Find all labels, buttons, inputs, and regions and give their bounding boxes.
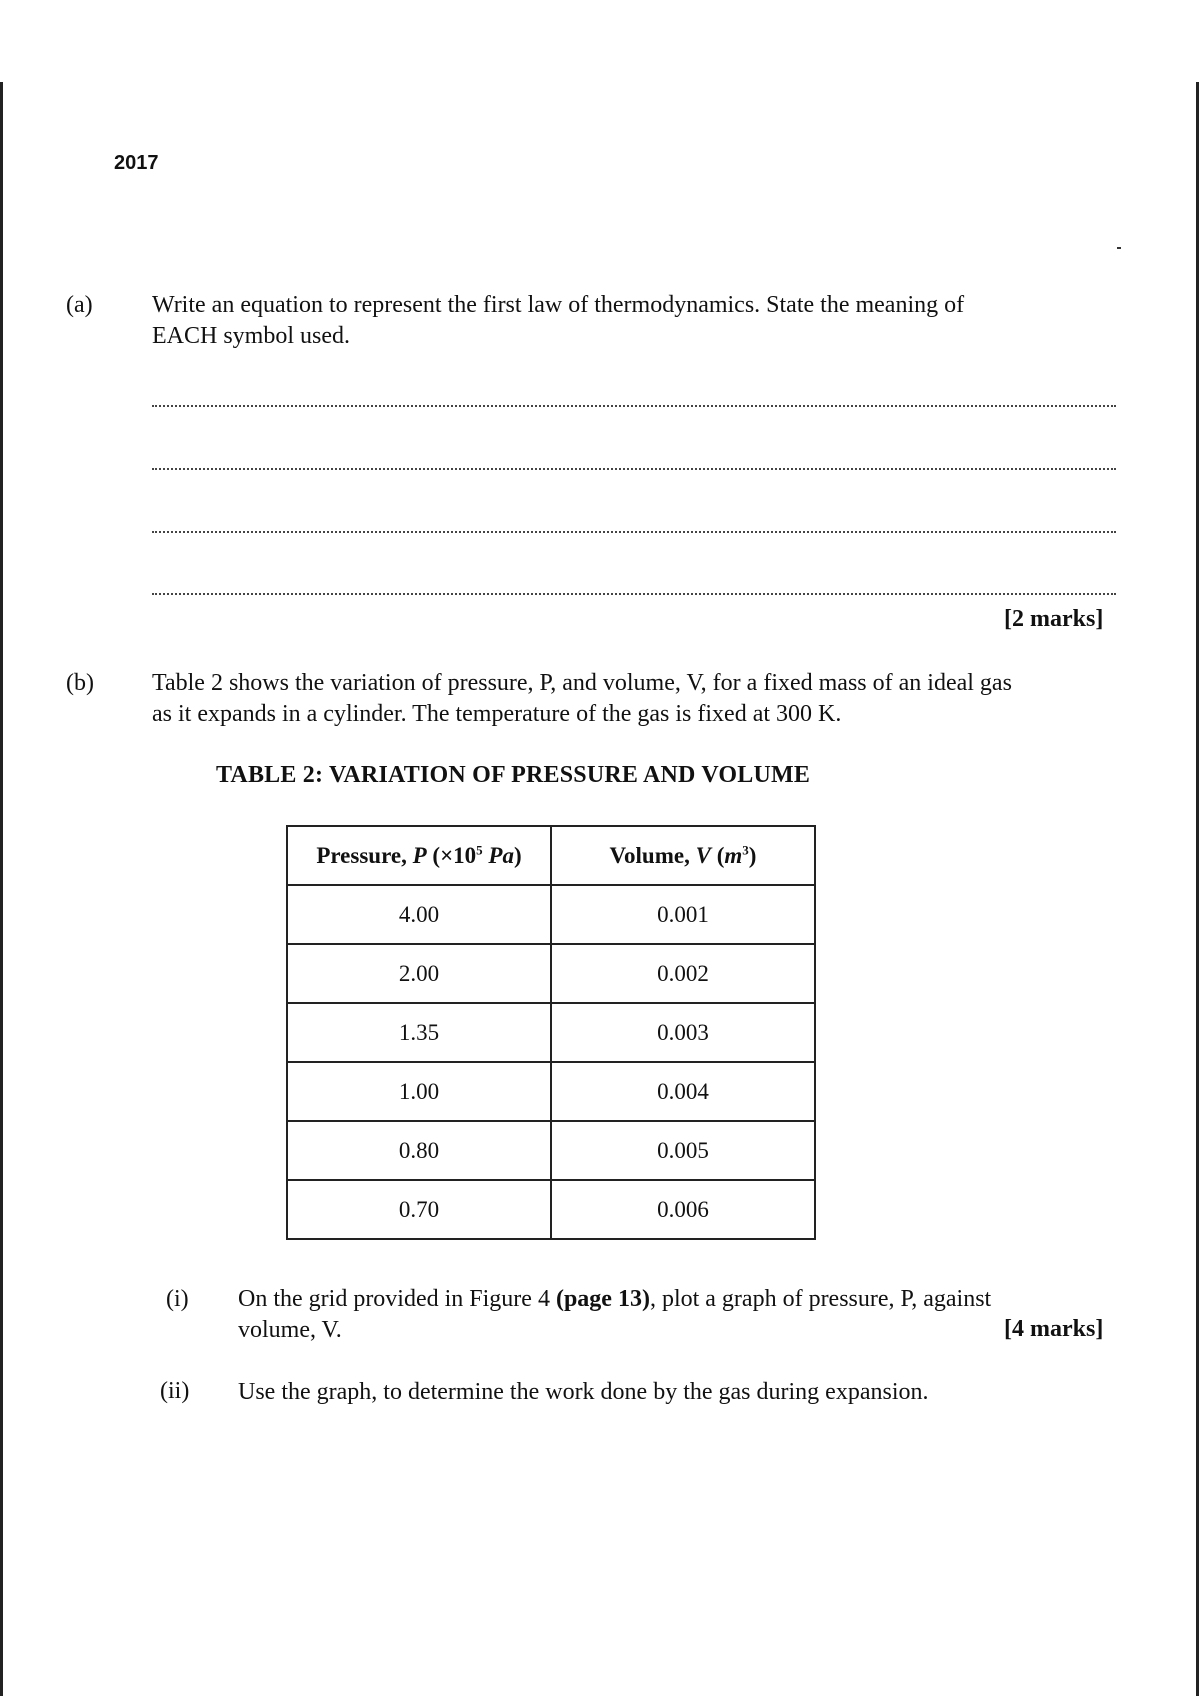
table-title: TABLE 2: VARIATION OF PRESSURE AND VOLUME — [216, 762, 811, 788]
answer-line-2[interactable] — [152, 468, 1116, 470]
table-row — [287, 1062, 815, 1121]
year-heading: 2017 — [114, 152, 159, 174]
volume-cell: 0.002 — [551, 944, 815, 1003]
table-row — [287, 1180, 815, 1239]
table-row — [287, 1003, 815, 1062]
sub-i-line-2: volume, V. — [238, 1317, 342, 1343]
pressure-cell: 4.00 — [287, 885, 551, 944]
sub-ii-label: (ii) — [160, 1378, 190, 1404]
table-row — [287, 944, 815, 1003]
part-b-label: (b) — [66, 670, 94, 696]
part-b-line-2: as it expands in a cylinder. The temperature of the gas is fixed at 300 K. — [152, 701, 842, 727]
pressure-cell: 2.00 — [287, 944, 551, 1003]
sub-i-text-before: On the grid provided in Figure 4 — [238, 1286, 556, 1312]
part-b-line-1: Table 2 shows the variation of pressure, P, and volume, V, for a fixed mass of an ideal gas — [152, 670, 1012, 696]
sub-i-text-after: , plot a graph of pressure, P, against — [649, 1286, 992, 1312]
part-a-line-2: EACH symbol used. — [152, 323, 350, 349]
page-reference: (page 13) — [555, 1286, 650, 1312]
volume-cell: 0.003 — [551, 1003, 815, 1062]
pressure-cell: 0.70 — [287, 1180, 551, 1239]
sub-i-marks: [4 marks] — [1004, 1316, 1104, 1342]
sub-ii-question: Use the graph, to determine the work done by the gas during expansion. — [238, 1379, 929, 1405]
part-a-label: (a) — [66, 292, 93, 318]
answer-line-1[interactable] — [152, 405, 1116, 407]
volume-cell: 0.006 — [551, 1180, 815, 1239]
sub-i-question — [238, 1284, 1123, 1346]
pressure-column-header: Pressure, P ($\times 10^5$ Pa) — [287, 826, 551, 885]
table-row — [287, 885, 815, 944]
pressure-cell: 0.80 — [287, 1121, 551, 1180]
stray-mark — [1117, 247, 1121, 249]
part-a-marks: [2 marks] — [1004, 606, 1104, 632]
sub-i-label: (i) — [166, 1286, 189, 1312]
sub-i-line-1 — [238, 1284, 1123, 1315]
page-border-left — [0, 82, 3, 1696]
pressure-volume-table — [286, 825, 816, 1240]
answer-line-4[interactable] — [152, 593, 1116, 595]
pressure-cell: 1.00 — [287, 1062, 551, 1121]
volume-cell: 0.001 — [551, 885, 815, 944]
part-a-line-1: Write an equation to represent the first law of thermodynamics. State the meaning of — [152, 292, 965, 318]
volume-cell: 0.004 — [551, 1062, 815, 1121]
table-row — [287, 1121, 815, 1180]
pressure-cell: 1.35 — [287, 1003, 551, 1062]
answer-line-3[interactable] — [152, 531, 1116, 533]
table-header-row — [287, 826, 815, 885]
part-a-question — [152, 290, 1122, 352]
volume-column-header: Volume, V $(m^3)$ — [551, 826, 815, 885]
volume-cell: 0.005 — [551, 1121, 815, 1180]
top-margin — [0, 0, 1200, 82]
part-b-question — [152, 668, 1127, 730]
page-border-right — [1196, 82, 1199, 1696]
